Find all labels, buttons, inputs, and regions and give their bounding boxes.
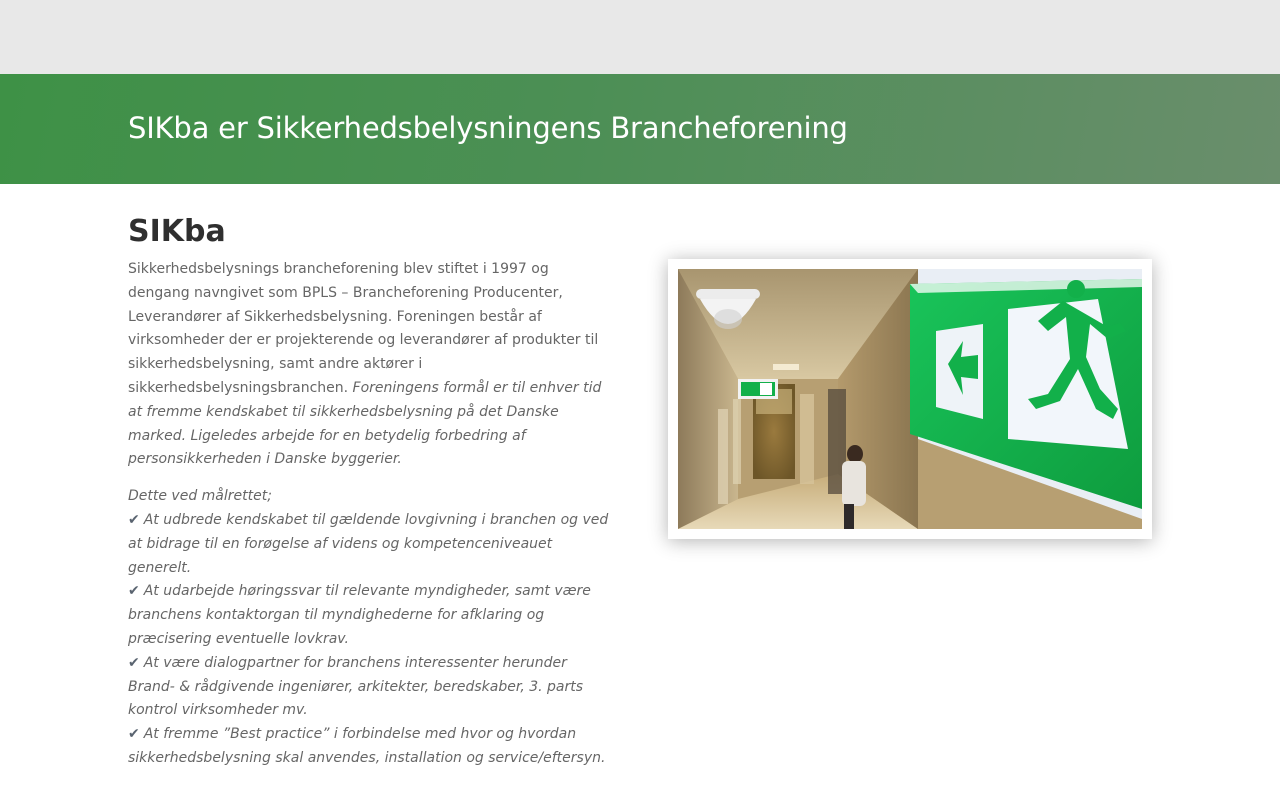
goal-text: At fremme ”Best practice” i forbindelse med hvor og hvordan sikkerhedsbelysning skal anvendes, installation og service/eftersyn. — [128, 726, 606, 766]
goal-text: At være dialogpartner for branchens interessenter herunder Brand- & rådgivende ingeniører, arkitekter, beredskaber, 3. parts kontrol virksomheder mv. — [128, 654, 584, 719]
goal-item — [128, 723, 614, 771]
main-content — [128, 212, 614, 771]
check-icon: ✔ — [128, 654, 140, 671]
goal-item — [128, 509, 614, 580]
top-bar — [0, 0, 1280, 74]
intro-italic-text: Foreningens formål er til enhver tid at fremme kendskabet til sikkerhedsbelysning på det Danske marked. Ligeledes arbejde for en betydelig forbedring af personsikkerheden i Danske byggerier. — [128, 379, 602, 468]
check-icon: ✔ — [128, 583, 140, 600]
emergency-exit-photo — [678, 269, 1142, 529]
intro-text: Sikkerhedsbelysnings brancheforening blev stiftet i 1997 og dengang navngivet som BPLS – Brancheforening Producenter, Leverandører af Sikkerhedsbelysning. Foreningen består af virksomheder der er projekterende og leverandører af produkter til sikkerhedsbelysning, samt andre aktører i sikkerhedsbelysningsbranchen. — [128, 261, 599, 396]
goal-item — [128, 652, 614, 723]
hero-title: SIKba er Sikkerhedsbelysningens Brancheforening — [128, 111, 848, 145]
hero-banner — [0, 74, 1280, 184]
intro-paragraph — [128, 258, 614, 472]
goal-text: At udarbejde høringssvar til relevante myndigheder, samt være branchens kontaktorgan til myndighederne for afklaring og præcisering eventuelle lovkrav. — [128, 583, 591, 647]
check-icon: ✔ — [128, 511, 140, 528]
goals-intro: Dette ved målrettet; — [128, 488, 272, 505]
goal-item — [128, 580, 614, 651]
goals-list — [128, 485, 614, 771]
check-icon: ✔ — [128, 726, 140, 743]
section-heading: SIKba — [128, 214, 226, 249]
photo-frame — [668, 259, 1152, 539]
goal-text: At udbrede kendskabet til gældende lovgivning i branchen og ved at bidrage til en forøgelse af videns og kompetenceniveauet generelt. — [128, 511, 609, 576]
